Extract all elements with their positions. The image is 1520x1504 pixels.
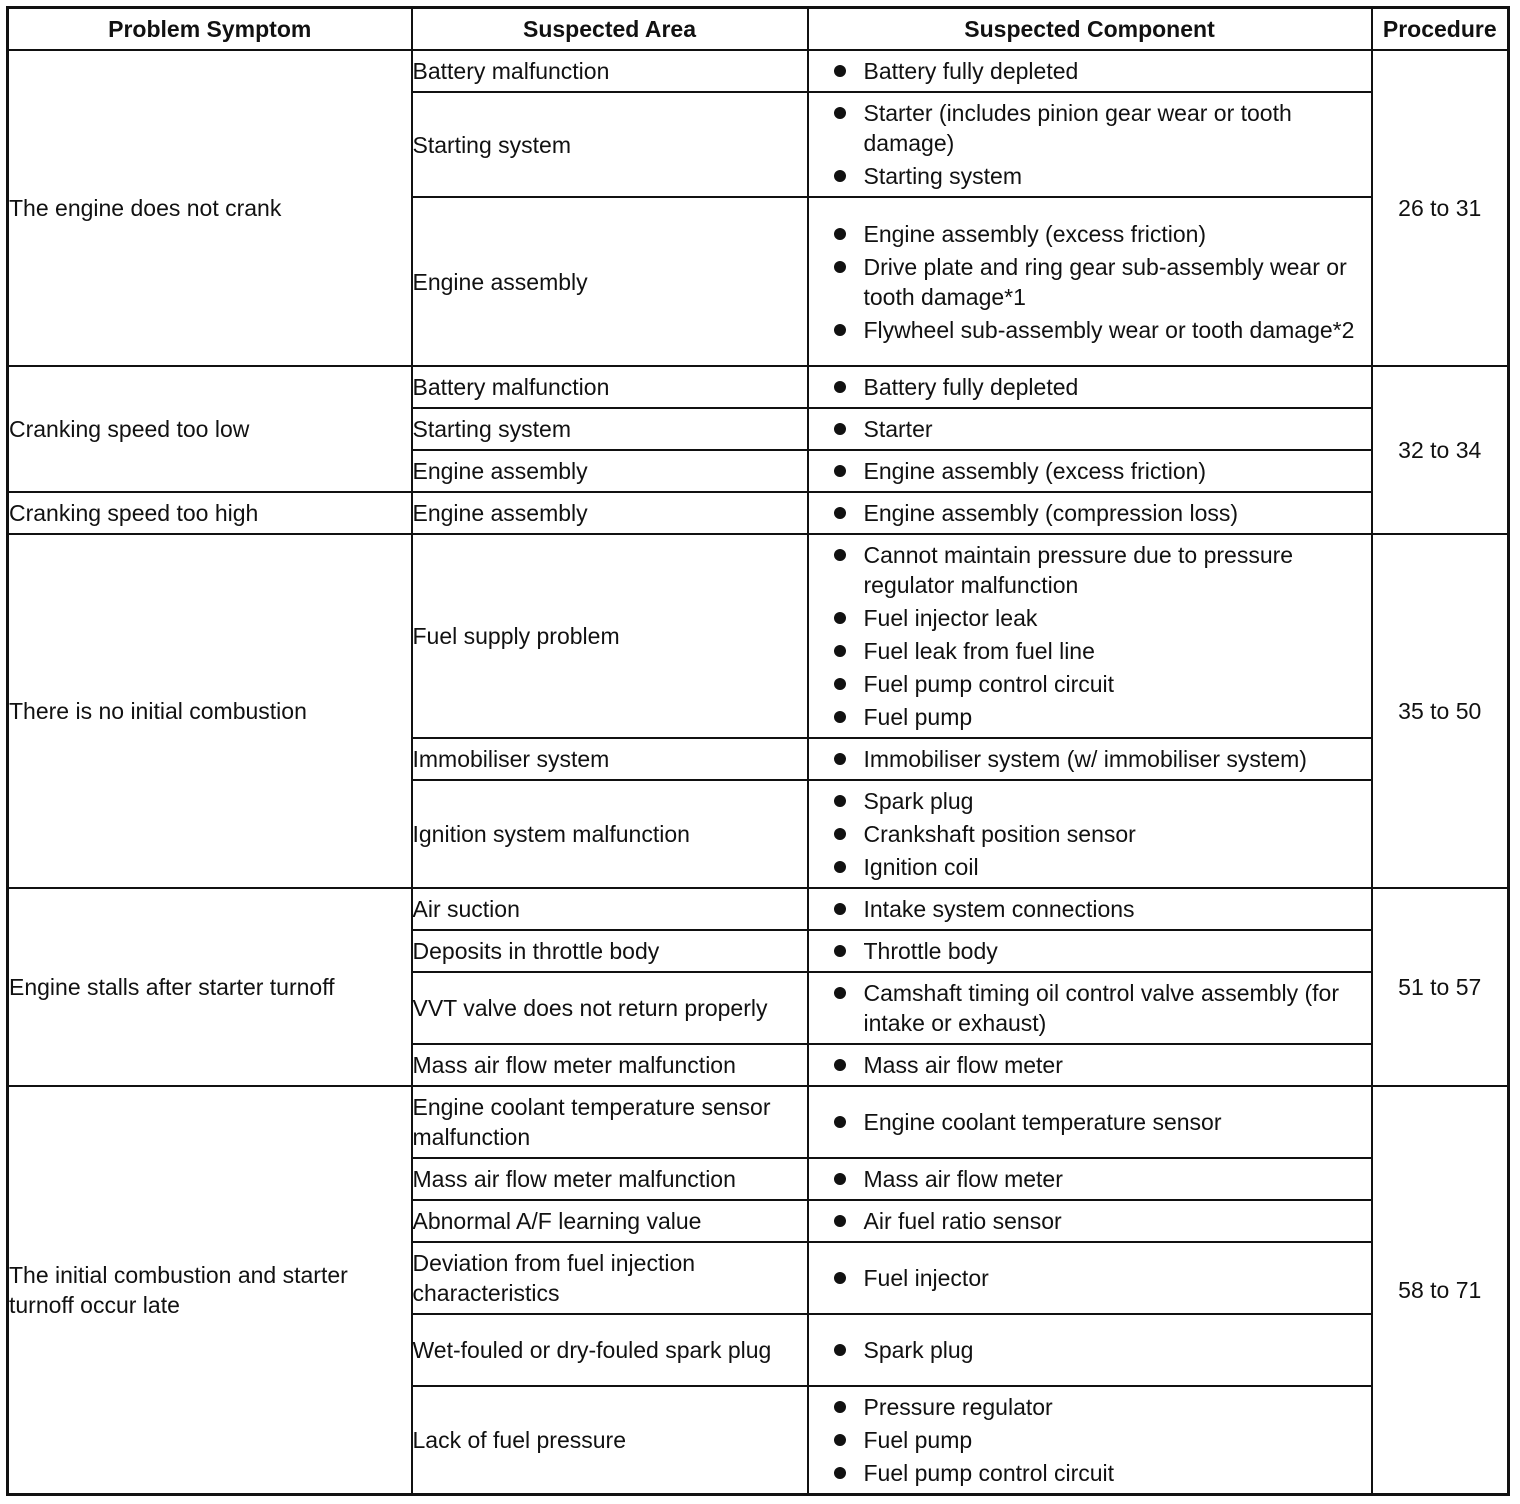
list-item [809,978,1367,1038]
component-list [809,1260,1371,1296]
component-text: Battery fully depleted [863,374,1079,400]
component-cell [808,972,1372,1044]
component-cell [808,408,1372,450]
component-list [809,216,1371,348]
area-cell: Immobiliser system [412,738,808,780]
list-item [809,1425,1367,1455]
bullet-icon [834,612,846,624]
component-cell [808,1200,1372,1242]
component-text: Pressure regulator [863,1393,1053,1420]
component-cell [808,738,1372,780]
list-item [809,219,1367,249]
component-cell [808,1242,1372,1314]
component-text: Camshaft timing oil control valve assembly (for intake or exhaust) [863,980,1339,1036]
bullet-icon [834,903,846,915]
component-text: Mass air flow meter [863,1166,1063,1192]
symptom-cell: Engine stalls after starter turnoff [8,888,412,1086]
list-item [809,936,1367,966]
area-cell: Battery malfunction [412,50,808,92]
area-cell: Ignition system malfunction [412,780,808,888]
bullet-icon [834,795,846,807]
component-list [809,975,1371,1041]
component-cell [808,197,1372,366]
component-list [809,95,1371,194]
header-suspected-component: Suspected Component [808,8,1372,51]
component-text: Air fuel ratio sensor [863,1208,1062,1234]
bullet-icon [834,1434,846,1446]
component-text: Fuel injector [863,1265,989,1291]
component-cell [808,1086,1372,1158]
component-text: Spark plug [863,1337,974,1363]
component-cell [808,366,1372,408]
component-text: Drive plate and ring gear sub-assembly wear or tooth damage*1 [863,253,1347,310]
area-cell: Starting system [412,92,808,197]
area-cell: Starting system [412,408,808,450]
area-cell: Mass air flow meter malfunction [412,1158,808,1200]
component-cell [808,492,1372,534]
area-cell: Battery malfunction [412,366,808,408]
bullet-icon [834,678,846,690]
procedure-cell: 58 to 71 [1372,1086,1509,1494]
list-item [809,1335,1367,1365]
list-item [809,636,1367,666]
list-item [809,669,1367,699]
list-item [809,414,1367,444]
list-item [809,1458,1367,1488]
bullet-icon [834,645,846,657]
procedure-cell: 35 to 50 [1372,534,1509,888]
component-cell [808,534,1372,738]
component-cell [808,1314,1372,1386]
component-text: Fuel injector leak [863,605,1038,631]
bullet-icon [834,228,846,240]
component-text: Fuel pump control circuit [863,1459,1115,1486]
bullet-icon [834,423,846,435]
area-cell: Deviation from fuel injection characteristics [412,1242,808,1314]
bullet-icon [834,987,846,999]
bullet-icon [834,507,846,519]
bullet-icon [834,1116,846,1128]
list-item [809,1263,1367,1293]
area-cell: Engine assembly [412,492,808,534]
list-item [809,603,1367,633]
area-cell: Mass air flow meter malfunction [412,1044,808,1086]
component-text: Engine coolant temperature sensor [863,1109,1222,1135]
component-cell [808,50,1372,92]
component-text: Crankshaft position sensor [863,821,1136,847]
list-item [809,1050,1367,1080]
area-cell: Engine assembly [412,197,808,366]
header-suspected-area: Suspected Area [412,8,808,51]
component-text: Intake system connections [863,896,1135,922]
list-item [809,1164,1367,1194]
component-text: Fuel pump [863,1426,973,1453]
component-list [809,1104,1371,1140]
list-item [809,540,1367,600]
component-cell [808,92,1372,197]
component-list [809,741,1371,777]
area-cell: Wet-fouled or dry-fouled spark plug [412,1314,808,1386]
component-text: Spark plug [863,788,974,814]
procedure-cell: 51 to 57 [1372,888,1509,1086]
component-list [809,537,1371,735]
component-cell [808,1386,1372,1494]
bullet-icon [834,261,846,273]
list-item [809,56,1367,86]
bullet-icon [834,1272,846,1284]
bullet-icon [834,381,846,393]
bullet-icon [834,1059,846,1071]
troubleshooting-table [6,6,1510,1496]
bullet-icon [834,465,846,477]
header-row [8,8,1509,51]
bullet-icon [834,549,846,561]
component-list [809,783,1371,885]
header-procedure: Procedure [1372,8,1509,51]
list-item [809,786,1367,816]
component-text: Ignition coil [863,854,979,880]
component-list [809,1332,1371,1368]
component-text: Flywheel sub-assembly wear or tooth damage*2 [863,316,1355,343]
area-cell: Engine assembly [412,450,808,492]
component-list [809,495,1371,531]
list-item [809,1206,1367,1236]
component-text: Engine assembly (compression loss) [863,500,1239,526]
area-cell: Fuel supply problem [412,534,808,738]
table-row [8,888,1509,930]
component-list [809,1203,1371,1239]
component-text: Fuel pump [863,704,973,730]
component-text: Battery fully depleted [863,58,1079,84]
bullet-icon [834,1173,846,1185]
component-text: Starting system [863,163,1022,189]
bullet-icon [834,1401,846,1413]
component-text: Engine assembly (excess friction) [863,458,1207,484]
list-item [809,819,1367,849]
list-item [809,252,1367,312]
component-cell [808,1158,1372,1200]
component-list [809,1047,1371,1083]
bullet-icon [834,711,846,723]
component-list [809,411,1371,447]
list-item [809,1392,1367,1422]
procedure-cell: 26 to 31 [1372,50,1509,366]
component-list [809,1161,1371,1197]
component-list [809,369,1371,405]
list-item [809,702,1367,732]
bullet-icon [834,324,846,336]
component-cell [808,450,1372,492]
component-text: Fuel pump control circuit [863,671,1115,697]
table-row [8,366,1509,408]
component-list [809,891,1371,927]
component-cell [808,1044,1372,1086]
table-row [8,534,1509,738]
troubleshooting-table-container [6,6,1510,1496]
bullet-icon [834,753,846,765]
component-cell [808,888,1372,930]
symptom-cell: Cranking speed too high [8,492,412,534]
component-list [809,1389,1371,1491]
component-text: Fuel leak from fuel line [863,638,1095,664]
area-cell: Air suction [412,888,808,930]
list-item [809,315,1367,345]
symptom-cell: The engine does not crank [8,50,412,366]
area-cell: VVT valve does not return properly [412,972,808,1044]
symptom-cell: There is no initial combustion [8,534,412,888]
component-list [809,53,1371,89]
table-row [8,1086,1509,1158]
list-item [809,372,1367,402]
symptom-cell: The initial combustion and starter turnoff occur late [8,1086,412,1494]
bullet-icon [834,1344,846,1356]
bullet-icon [834,828,846,840]
bullet-icon [834,861,846,873]
bullet-icon [834,1215,846,1227]
procedure-cell: 32 to 34 [1372,366,1509,534]
list-item [809,894,1367,924]
area-cell: Lack of fuel pressure [412,1386,808,1494]
component-cell [808,780,1372,888]
bullet-icon [834,1467,846,1479]
table-row [8,492,1509,534]
symptom-cell: Cranking speed too low [8,366,412,492]
list-item [809,744,1367,774]
component-text: Mass air flow meter [863,1052,1063,1078]
bullet-icon [834,65,846,77]
component-text: Starter [863,416,933,442]
component-text: Immobiliser system (w/ immobiliser system) [863,746,1307,772]
area-cell: Deposits in throttle body [412,930,808,972]
component-text: Cannot maintain pressure due to pressure regulator malfunction [863,542,1294,598]
component-list [809,933,1371,969]
list-item [809,456,1367,486]
area-cell: Abnormal A/F learning value [412,1200,808,1242]
list-item [809,98,1367,158]
header-problem-symptom: Problem Symptom [8,8,412,51]
area-cell: Engine coolant temperature sensor malfunction [412,1086,808,1158]
list-item [809,1107,1367,1137]
component-text: Engine assembly (excess friction) [863,220,1207,247]
list-item [809,161,1367,191]
bullet-icon [834,107,846,119]
component-cell [808,930,1372,972]
bullet-icon [834,170,846,182]
component-text: Throttle body [863,938,998,964]
component-text: Starter (includes pinion gear wear or tooth damage) [863,100,1292,156]
bullet-icon [834,945,846,957]
list-item [809,852,1367,882]
table-row [8,50,1509,92]
list-item [809,498,1367,528]
component-list [809,453,1371,489]
